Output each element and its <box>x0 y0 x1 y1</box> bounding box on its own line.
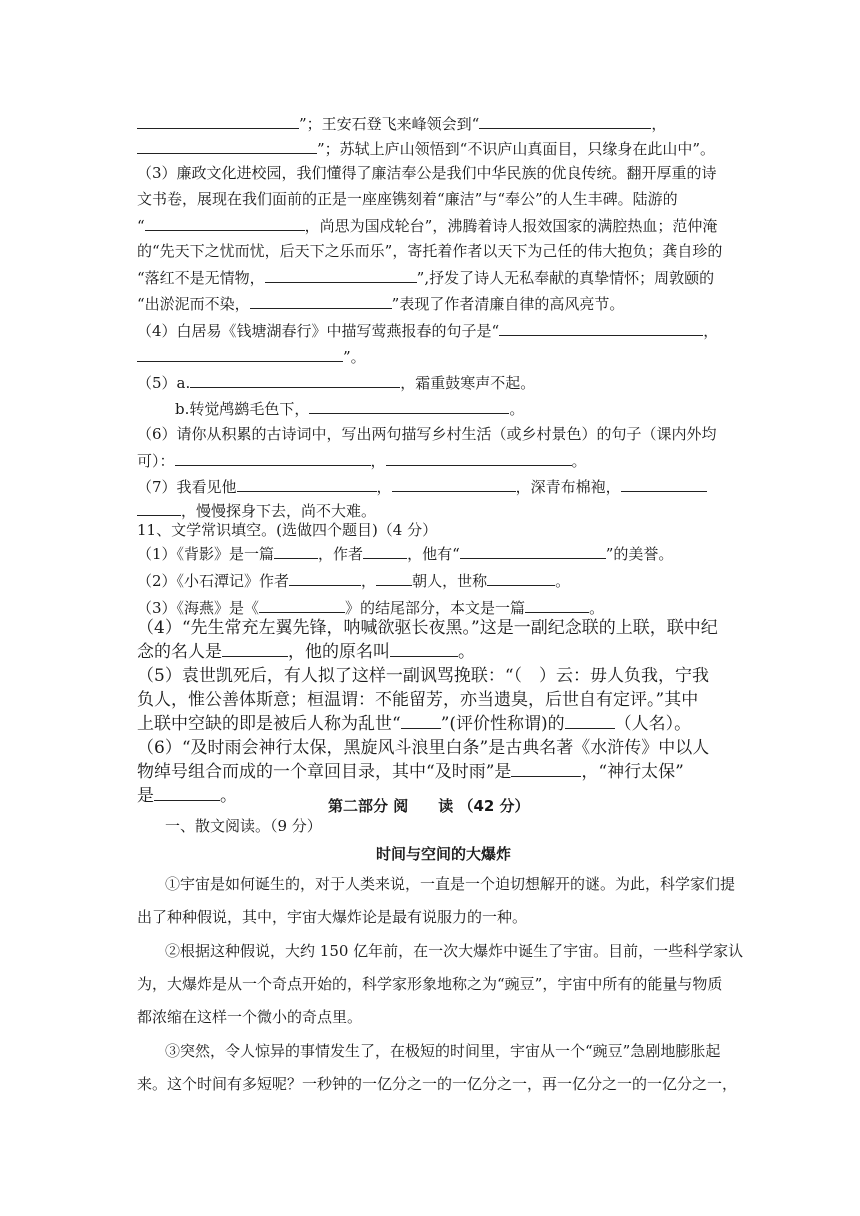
blank <box>154 785 220 801</box>
q10-item-7-line-2: ，慢慢探身下去，尚不大难。 <box>137 500 376 521</box>
blank <box>363 543 407 559</box>
q11-item-6-line-2: 物绰号组合而成的一个章回目录，其中“及时雨”是 ，“神行太保” <box>137 762 684 782</box>
blank <box>274 543 318 559</box>
q11-item-6-line-3: 是 。 <box>137 786 237 806</box>
article-paragraph-2-line-1: ②根据这种假说，大约 150 亿年前，在一次大爆炸中诞生了宇宙。目前，一些科学家认 <box>165 942 744 960</box>
q10-item-5a: （5）a. ，霜重鼓寒声不起。 <box>137 374 536 392</box>
blank <box>289 570 361 586</box>
blank <box>137 138 317 154</box>
blank <box>250 293 392 309</box>
blank <box>565 713 615 729</box>
prose-reading-label: 一、散文阅读。（9 分） <box>165 817 322 835</box>
q10-item-3-line-4: 的“先天下之忧而忧，后天下之乐而乐”，寄托着作者以天下为己任的伟大抱负；龚自珍的 <box>137 242 723 260</box>
blank <box>137 113 299 129</box>
blank <box>145 215 305 231</box>
blank <box>222 641 288 657</box>
blank <box>621 476 707 492</box>
q11-item-5-line-2: 负人，惟公善体斯意；桓温谓：不能留芳，亦当遗臭，后世自有定评。”其中 <box>137 690 699 710</box>
q10-item-3-line-3: “ ，尚思为国戍轮台”，沸腾着诗人报效国家的满腔热血；范仲淹 <box>137 217 718 235</box>
blank <box>309 398 509 414</box>
q10-item-5b: b.转觉鸬鹚毛色下， 。 <box>175 400 525 418</box>
article-title: 时间与空间的大爆炸 <box>376 845 512 863</box>
q10-item-3-line-6: “出淤泥而不染， ”表现了作者清廉自律的高风亮节。 <box>137 295 625 313</box>
blank <box>175 450 371 466</box>
q10-item-4-line-1: （4）白居易《钱塘湖春行》中描写莺燕报春的句子是“ ， <box>137 322 719 340</box>
blank <box>265 267 417 283</box>
blank <box>137 346 343 362</box>
blank <box>190 372 400 388</box>
q10-item-3-line-5: “落红不是无情物， ”,抒发了诗人无私奉献的真挚情怀；周敦颐的 <box>137 269 715 287</box>
blank <box>259 597 345 613</box>
article-paragraph-1-line-2: 出了种种假说，其中，宇宙大爆炸论是最有说服力的一种。 <box>137 908 528 926</box>
article-paragraph-3-line-2: 来。这个时间有多短呢？一秒钟的一亿分之一的一亿分之一，再一亿分之一的一亿分之一， <box>137 1075 738 1093</box>
article-paragraph-2-line-3: 都浓缩在这样一个微小的奇点里。 <box>137 1008 363 1026</box>
q11-heading: 11、文学常识填空。(选做四个题目)（4 分） <box>137 521 438 539</box>
q11-item-1: （1）《背影》是一篇 ，作者 ，他有“ ”的美誉。 <box>137 545 674 563</box>
q10-item-3-line-2: 文书卷，展现在我们面前的正是一座座镌刻着“廉洁”与“奉公”的人生丰碑。陆游的 <box>137 190 678 208</box>
blank <box>460 543 606 559</box>
blank <box>511 761 581 777</box>
blank <box>392 476 516 492</box>
blank <box>390 641 458 657</box>
q10-item-4-line-2: ”。 <box>137 346 366 367</box>
q11-item-2: （2）《小石潭记》作者 ， 朝人，世称 。 <box>137 572 571 590</box>
q11-item-6-line-1: （6）“及时雨会神行太保，黑旋风斗浪里白条”是古典名著《水浒传》中以人 <box>137 738 710 758</box>
q10-line-2: ”；苏轼上庐山领悟到“不识庐山真面目，只缘身在此山中”。 <box>137 138 715 159</box>
blank <box>401 713 441 729</box>
article-paragraph-3-line-1: ③突然，令人惊异的事情发生了，在极短的时间里，宇宙从一个“豌豆”急剧地膨胀起 <box>165 1042 721 1060</box>
blank <box>137 500 181 516</box>
blank <box>525 597 589 613</box>
q10-line-1: ”；王安石登飞来峰领会到“ ， <box>137 113 666 134</box>
blank <box>386 450 572 466</box>
part-two-title: 第二部分 阅 读 （42 分） <box>328 797 530 815</box>
q10-item-6-line-2: 可）： ， 。 <box>137 452 587 470</box>
blank <box>237 476 377 492</box>
q11-item-3: （3）《海燕》是《 》的结尾部分，本文是一篇 。 <box>137 599 605 617</box>
q11-item-4-line-1: （4）“先生常充左翼先锋，呐喊欲驱长夜黑。”这是一副纪念联的上联，联中纪 <box>137 618 718 638</box>
q11-item-5-line-1: （5）袁世凯死后，有人拟了这样一副讽骂挽联：“（ ）云：毋人负我，宁我 <box>137 666 710 686</box>
q10-item-6-line-1: （6）请你从积累的古诗词中，写出两句描写乡村生活（或乡村景色）的句子（课内外均 <box>137 425 717 443</box>
article-paragraph-2-line-2: 为，大爆炸是从一个奇点开始的，科学家形象地称之为“豌豆”，宇宙中所有的能量与物质 <box>137 975 723 993</box>
blank <box>479 113 651 129</box>
q10-item-3-line-1: （3）廉政文化进校园，我们懂得了廉洁奉公是我们中华民族的优良传统。翻开厚重的诗 <box>137 164 717 182</box>
q10-item-7-line-1: （7）我看见他 ， ，深青布棉袍， <box>137 476 707 497</box>
blank <box>376 570 412 586</box>
article-paragraph-1-line-1: ①宇宙是如何诞生的，对于人类来说，一直是一个迫切想解开的谜。为此，科学家们提 <box>165 875 736 893</box>
blank <box>499 320 703 336</box>
q11-item-4-line-2: 念的名人是 ，他的原名叫 。 <box>137 642 475 662</box>
blank <box>487 570 555 586</box>
q11-item-5-line-3: 上联中空缺的即是被后人称为乱世“ ”(评价性称谓)的 （人名）。 <box>137 714 692 734</box>
